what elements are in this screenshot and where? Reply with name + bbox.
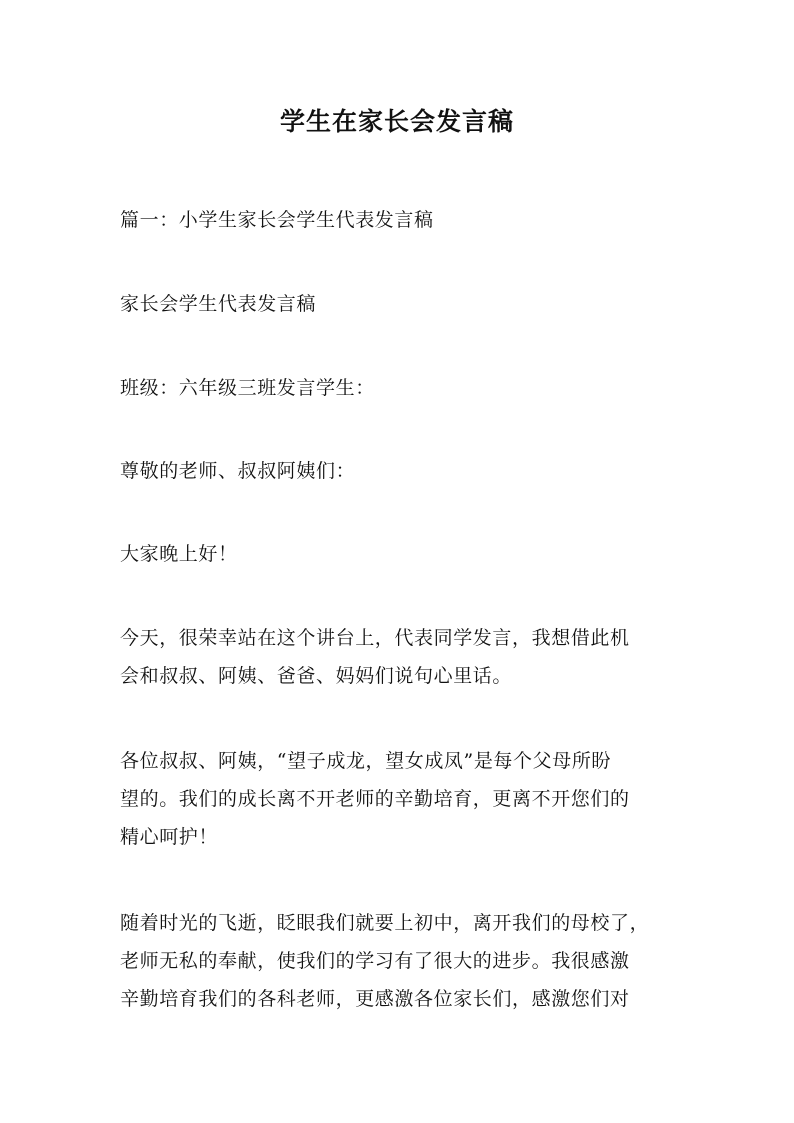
paragraph-line: 老师无私的奉献，使我们的学习有了很大的进步。我很感激 <box>120 950 630 972</box>
paragraph-line: 随着时光的飞逝，眨眼我们就要上初中，离开我们的母校了， <box>120 912 650 934</box>
paragraph-intro <box>120 619 676 695</box>
class-info: 班级：六年级三班发言学生： <box>120 377 375 399</box>
speech-subtitle: 家长会学生代表发言稿 <box>120 293 317 315</box>
paragraph-line: 望的。我们的成长离不开老师的辛勤培育，更离不开您们的 <box>120 788 630 810</box>
section-heading: 篇一：小学生家长会学生代表发言稿 <box>120 209 434 231</box>
paragraph-line: 会和叔叔、阿姨、爸爸、妈妈们说句心里话。 <box>120 665 513 687</box>
paragraph-line: 今天，很荣幸站在这个讲台上，代表同学发言，我想借此机 <box>120 627 630 649</box>
document-title: 学生在家长会发言稿 <box>279 107 514 136</box>
salutation: 尊敬的老师、叔叔阿姨们： <box>120 460 356 482</box>
greeting: 大家晚上好！ <box>120 543 238 565</box>
paragraph-line: 精心呵护！ <box>120 826 219 848</box>
paragraph-gratitude <box>120 904 676 1018</box>
paragraph-line: 各位叔叔、阿姨，“望子成龙，望女成凤”是每个父母所盼 <box>120 750 612 772</box>
paragraph-line: 辛勤培育我们的各科老师，更感激各位家长们，感激您们对 <box>120 988 630 1010</box>
paragraph-wish <box>120 742 676 856</box>
